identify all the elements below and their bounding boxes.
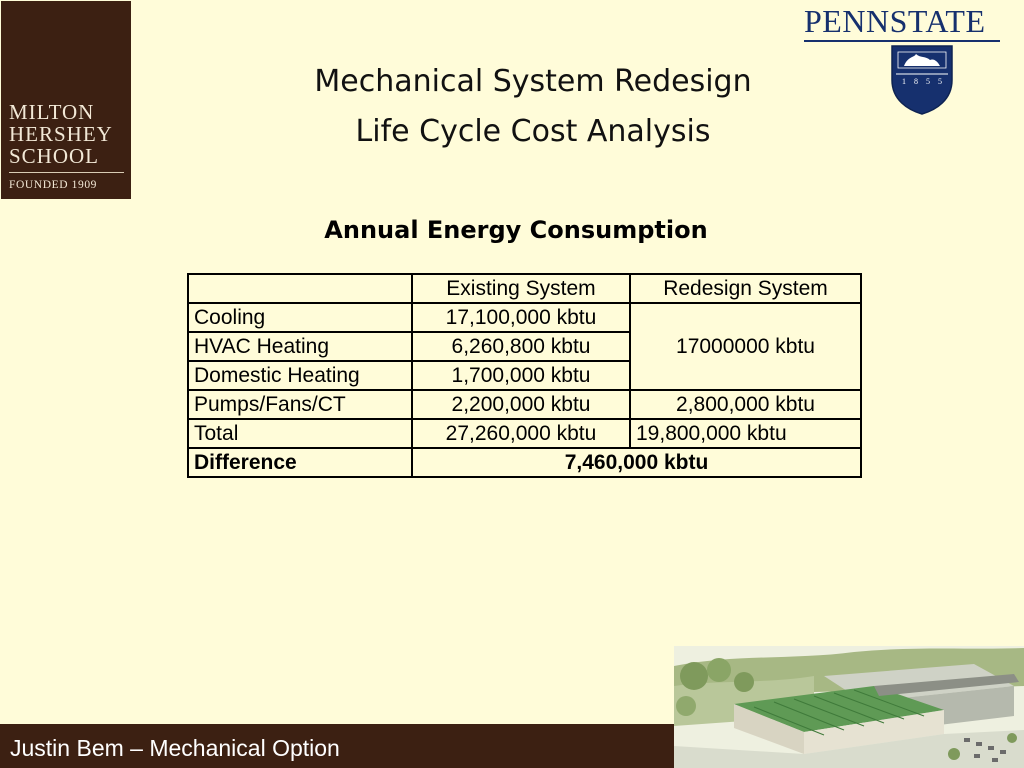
shield-year-digit: 5: [938, 77, 942, 86]
row-label: Pumps/Fans/CT: [188, 390, 412, 419]
table-header-row: [188, 274, 861, 303]
table-heading: Annual Energy Consumption: [324, 216, 708, 244]
existing-value: 1,700,000 kbtu: [412, 361, 630, 390]
merged-redesign-value: 17000000 kbtu: [630, 303, 861, 390]
university-wordmark: PENNSTATE: [804, 3, 986, 39]
school-logo-line1: MILTON: [9, 100, 95, 124]
header-cell-existing: Existing System: [412, 274, 630, 303]
slide-title-line1: Mechanical System Redesign: [314, 64, 752, 99]
redesign-value: 2,800,000 kbtu: [630, 390, 861, 419]
university-wordmark-rule: [804, 40, 1000, 42]
difference-value: 7,460,000 kbtu: [412, 448, 861, 477]
building-rendering: [674, 646, 1024, 768]
shield-year-digit: 8: [914, 77, 918, 86]
footer-author: Justin Bem – Mechanical Option: [10, 735, 340, 761]
row-label: HVAC Heating: [188, 332, 412, 361]
header-cell-redesign: Redesign System: [630, 274, 861, 303]
table-row: [188, 303, 861, 332]
school-logo: [1, 1, 131, 199]
school-logo-line3: SCHOOL: [9, 144, 100, 168]
shield-year-digit: 1: [902, 77, 906, 86]
school-logo-line2: HERSHEY: [9, 122, 113, 146]
slide-title-line2: Life Cycle Cost Analysis: [355, 114, 711, 149]
shield-year-digit: 5: [926, 77, 930, 86]
existing-value: 6,260,800 kbtu: [412, 332, 630, 361]
energy-table: [187, 273, 862, 478]
existing-value: 27,260,000 kbtu: [412, 419, 630, 448]
row-label: Total: [188, 419, 412, 448]
existing-value: 17,100,000 kbtu: [412, 303, 630, 332]
school-logo-divider: [9, 172, 124, 173]
header-cell-blank: [188, 274, 412, 303]
redesign-value: 19,800,000 kbtu: [630, 419, 861, 448]
row-label: Cooling: [188, 303, 412, 332]
table-row-total: [188, 419, 861, 448]
difference-label: Difference: [188, 448, 412, 477]
university-logo: [800, 0, 1010, 120]
existing-value: 2,200,000 kbtu: [412, 390, 630, 419]
school-logo-founded: FOUNDED 1909: [9, 179, 98, 191]
row-label: Domestic Heating: [188, 361, 412, 390]
table-row-difference: [188, 448, 861, 477]
table-row: [188, 390, 861, 419]
building-illustration: [674, 646, 1024, 768]
